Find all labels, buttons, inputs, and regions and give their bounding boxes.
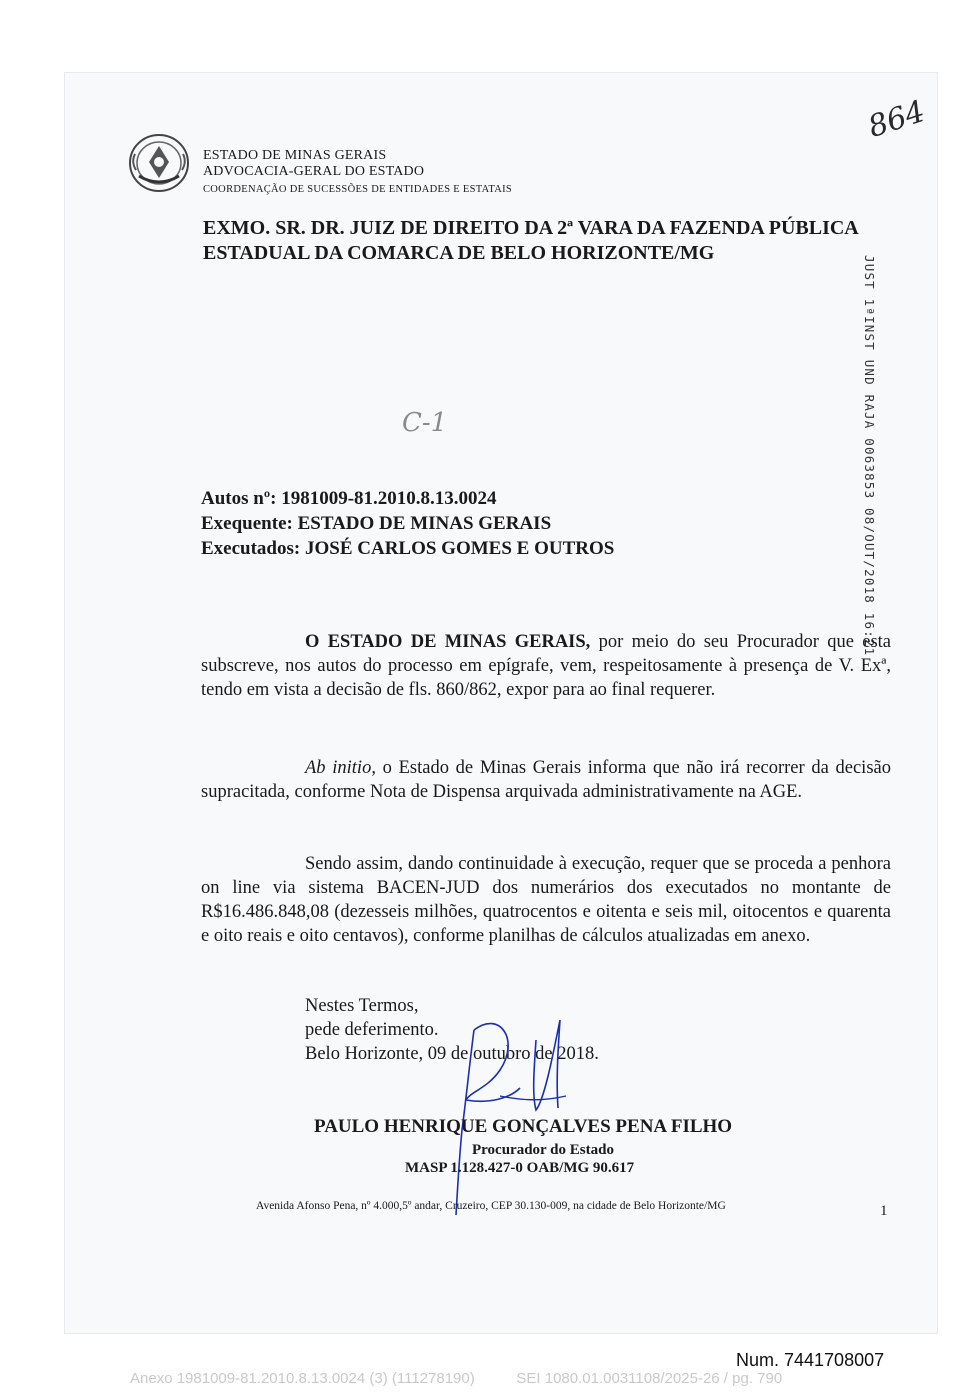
autos-label: Autos nº:: [201, 488, 277, 509]
closing-line-2: pede deferimento.: [305, 1020, 439, 1040]
addressee-line-2: ESTADUAL DA COMARCA DE BELO HORIZONTE/MG: [203, 242, 715, 264]
sei-watermark: Anexo 1981009-81.2010.8.13.0024 (3) (111278190) SEI 1080.01.0031108/2025-26 / pg. 790: [130, 1370, 783, 1387]
case-autos: [201, 486, 614, 511]
exequente-label: Exequente:: [201, 513, 293, 534]
document-number: Num. 7441708007: [736, 1350, 885, 1370]
paragraph-intro-text: por meio do seu Procurador que esta subscreve, nos autos do processo em epígrafe, vem, respeitosamente à presença de V. Exª, tendo em vista a decisão de fls. 860/862, expor para ao final requerer.: [201, 632, 891, 700]
addressee-line-1: EXMO. SR. DR. JUIZ DE DIREITO DA 2ª VARA DA FAZENDA PÚBLICA: [203, 217, 859, 239]
executados-label: Executados:: [201, 538, 301, 559]
header-agency: ADVOCACIA-GERAL DO ESTADO: [203, 164, 425, 179]
header-department: COORDENAÇÃO DE SUCESSÕES DE ENTIDADES E ESTATAIS: [203, 184, 513, 195]
case-exequente: [201, 511, 614, 536]
executados-value: JOSÉ CARLOS GOMES E OUTROS: [304, 538, 615, 559]
paragraph-ab-initio: [201, 756, 891, 804]
page-number: 1: [880, 1203, 888, 1219]
case-info: [201, 486, 614, 561]
footer-address: Avenida Afonso Pena, nº 4.000,5º andar, Cruzeiro, CEP 30.130-009, na cidade de Belo Horizonte/MG: [256, 1200, 726, 1212]
closing-line-3: Belo Horizonte, 09 de outubro de 2018.: [305, 1044, 599, 1064]
court-receipt-stamp: JUST 1ªINST UND RAJA 0063853 08/OUT/2018 16:21: [862, 255, 877, 657]
autos-value: 1981009-81.2010.8.13.0024: [281, 488, 497, 509]
addressee: [203, 216, 903, 266]
case-executados: [201, 536, 614, 561]
signer-role: Procurador do Estado: [472, 1142, 614, 1158]
exequente-value: ESTADO DE MINAS GERAIS: [297, 513, 552, 534]
paragraph-request-text: Sendo assim, dando continuidade à execução, requer que se proceda a penhora on line via sistema BACEN-JUD dos numerários dos executados no montante de R$16.486.848,08 (dezesseis milhões, quatrocentos e oitenta e seis mil, oitocentos e quarenta e oito reais e oito centavos), conforme planilhas de cálculos atualizadas em anexo.: [201, 854, 891, 946]
signer-registration: MASP 1.128.427-0 OAB/MG 90.617: [405, 1160, 635, 1176]
paragraph-request: [201, 852, 891, 948]
closing-line-1: Nestes Termos,: [305, 996, 419, 1016]
paragraph-ab-initio-text: , o Estado de Minas Gerais informa que não irá recorrer da decisão supracitada, conforme Nota de Dispensa arquivada administrativamente na AGE.: [201, 758, 891, 802]
signer-name: PAULO HENRIQUE GONÇALVES PENA FILHO: [314, 1116, 733, 1137]
handwritten-signature: [440, 1000, 600, 1220]
paragraph-ab-initio-lead: Ab initio: [305, 758, 372, 778]
state-seal-icon: [127, 132, 191, 194]
handwritten-page-number: 864: [863, 94, 930, 145]
paragraph-intro: [201, 630, 891, 702]
paragraph-intro-lead: O ESTADO DE MINAS GERAIS,: [305, 632, 591, 652]
header-state: ESTADO DE MINAS GERAIS: [203, 148, 387, 163]
handwritten-mark: C-1: [402, 408, 448, 438]
